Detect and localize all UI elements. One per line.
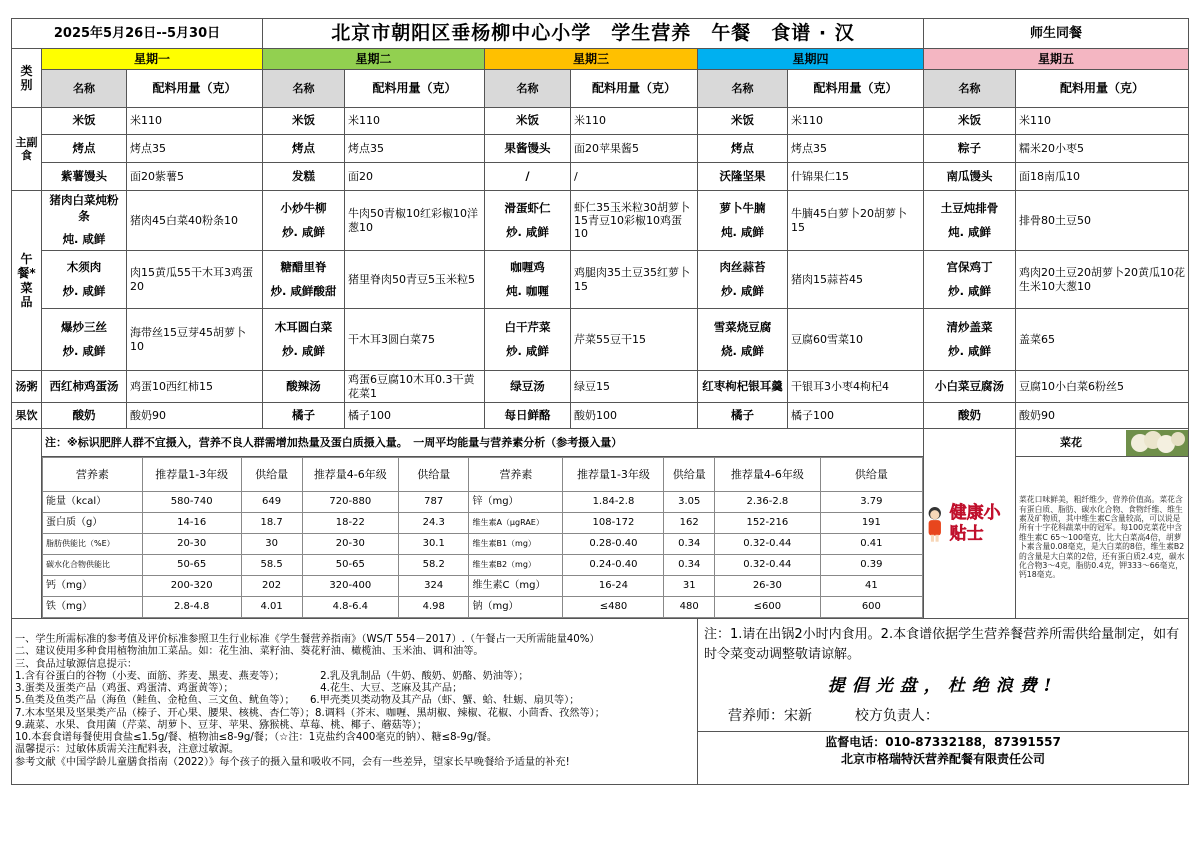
tip-line: 7.木本坚果及坚果类产品（榛子、开心果、腰果、核桃、杏仁等）；8.调料（芥末、咖喱、黑胡椒、辣椒、花椒、小茴香、孜然等）； [15,707,605,719]
dish-ingredients: 干银耳3小枣4枸杞4 [788,371,924,403]
col-ingredient-label: 配料用量（克） [1016,70,1189,108]
nutrient-value: 320-400 [302,576,398,597]
nutrition-table [42,457,923,618]
tip-line: 10.本套食谱每餐使用食盐≤1.5g/餐、植物油≤8-9g/餐；（☆注：1克盐约含400毫克的钠）、糖≤8-9g/餐。 [15,732,498,744]
nutrient-value: 41 [820,576,922,597]
dish-name: 南瓜馒头 [924,163,1016,191]
girl-icon [924,500,946,548]
dish-ingredients: 米110 [788,108,924,135]
dish-ingredients: 猪肉15蒜苔45 [788,251,924,309]
dish-name: 萝卜牛腩 [719,200,766,215]
dish-cell [485,191,571,251]
cooking-method: 炖. 咖喱 [506,283,549,298]
nutrient-name: 钠（mg） [469,597,563,618]
nutrient-header: 营养素 [43,458,143,492]
dish-cell [698,251,788,309]
day-wednesday: 星期三 [485,49,698,70]
dining-label: 师生同餐 [924,19,1189,49]
dish-cell [42,251,127,309]
health-tip-badge-cell [924,429,1016,619]
nutrient-name: 脂肪供能比（%E） [43,534,143,555]
section-dishes [12,191,42,371]
dish-ingredients: 猪里脊肉50青豆5玉米粒5 [345,251,485,309]
dish-name: 果酱馒头 [485,135,571,163]
dish-name: 烤点 [263,135,345,163]
dish-name: 糖醋里脊 [280,259,327,274]
tip-line: 一、学生所需标准的参考值及评价标准参照卫生行业标准《学生餐营养指南》（WS/T 554－2017）.（午餐占一天所需能量40%） [15,634,600,646]
dish-ingredients: 糯米20小枣5 [1016,135,1189,163]
cooking-method: 炒. 咸鲜 [282,224,325,239]
dish-name: 每日鲜酪 [485,403,571,429]
school-lead: 校方负责人： [854,708,939,725]
nutrient-value: 108-172 [563,513,664,534]
signature-line [698,702,1188,731]
section-staple [12,108,42,191]
dish-name: 酸奶 [924,403,1016,429]
nutrient-value: 580-740 [142,492,241,513]
nutrient-value: 14-16 [142,513,241,534]
dish-name: 土豆炖排骨 [940,200,999,215]
col-ingredient-label: 配料用量（克） [127,70,263,108]
nutrition-note: 注：※标识肥胖人群不宜摄入，营养不良人群需增加热量及蛋白质摄入量。 一周平均能量与营养素分析（参考摄入量） [42,429,924,457]
blank-cell [12,429,42,619]
dish-name: 红枣枸杞银耳羹 [698,371,788,403]
nutrition-row [43,555,923,576]
dish-ingredients: 牛腩45白萝卜20胡萝卜15 [788,191,924,251]
menu-sheet [11,18,1188,810]
dish-name: 沃隆坚果 [698,163,788,191]
dish-ingredients: 橘子100 [345,403,485,429]
dish-name: 滑蛋虾仁 [504,200,551,215]
header-row [12,19,1189,49]
nutrient-value: 0.24-0.40 [563,555,664,576]
recommend-header: 推荐量1-3年级 [142,458,241,492]
health-tip-badge [924,500,1015,548]
dish-name: 烤点 [698,135,788,163]
nutrient-value: 3.05 [664,492,715,513]
nutrient-value: 2.36-2.8 [714,492,820,513]
nutrition-body [43,492,923,618]
dish-name: 绿豆汤 [485,371,571,403]
dish-name: 米饭 [698,108,788,135]
cauliflower-image [1126,430,1188,456]
nutrient-value: 600 [820,597,922,618]
dish-name: 橘子 [263,403,345,429]
dish-name: 酸辣汤 [263,371,345,403]
tip-line: 5.鱼类及鱼类产品（海鱼（鲑鱼、金枪鱼、三文鱼、鱿鱼等）； 6.甲壳类贝类动物及其产品（虾、蟹、蛤、牡蛎、扇贝等）； [15,695,580,707]
dish-name: 米饭 [924,108,1016,135]
nutrient-value: 20-30 [142,534,241,555]
dish-ingredients: 肉15黄瓜55干木耳3鸡蛋20 [127,251,263,309]
dish-ingredients: 鸡腿肉35土豆35红萝卜15 [571,251,698,309]
dish-cell [924,191,1016,251]
staple-row [12,135,1189,163]
supply-header: 供给量 [664,458,715,492]
notes-cell [698,619,1189,785]
dish-name: 木耳圆白菜 [274,319,333,334]
nutrient-value: 0.32-0.44 [714,534,820,555]
dish-name: 肉丝蒜苔 [719,259,766,274]
dish-name: 米饭 [42,108,127,135]
nutrient-value: 191 [820,513,922,534]
dish-ingredients: 豆腐10小白菜6粉丝5 [1016,371,1189,403]
nutrient-value: 4.8-6.4 [302,597,398,618]
dish-name: 清炒盖菜 [946,319,993,334]
dish-ingredients: 米110 [571,108,698,135]
nutrient-value: 58.5 [241,555,302,576]
staple-row [12,163,1189,191]
nutrient-value: 720-880 [302,492,398,513]
nutrient-name: 维生素C（mg） [469,576,563,597]
dish-ingredients: 面18南瓜10 [1016,163,1189,191]
col-name-label: 名称 [924,70,1016,108]
dish-cell [42,191,127,251]
dish-row [12,191,1189,251]
recommend-header: 推荐量1-3年级 [563,458,664,492]
dish-name: 猪肉白菜炖粉条 [49,193,119,223]
dish-ingredients: 猪肉45白菜40粉条10 [127,191,263,251]
tip-line: 二、建议使用多种食用植物油加工菜品。如：花生油、菜籽油、葵花籽油、橄榄油、玉米油、调和油等。 [15,646,484,658]
nutrient-value: 1.84-2.8 [563,492,664,513]
dish-ingredients: / [571,163,698,191]
section-label: 午餐*菜品 [17,251,36,309]
nutrient-value: 31 [664,576,715,597]
dish-cell [924,251,1016,309]
nutrient-value: 0.39 [820,555,922,576]
section-fruit: 果饮 [12,403,42,429]
dish-name: 小炒牛柳 [280,200,327,215]
nutrient-value: 787 [398,492,468,513]
tip-line: 三、食品过敏源信息提示： [15,658,138,670]
nutrient-value: 4.98 [398,597,468,618]
cooking-method: 炒. 咸鲜 [506,224,549,239]
health-tip-topic-cell [1016,429,1189,457]
nutrition-note-row [12,429,1189,457]
dish-name: 酸奶 [42,403,127,429]
nutrient-value: 3.79 [820,492,922,513]
nutrient-value: 20-30 [302,534,398,555]
dish-ingredients: 米110 [345,108,485,135]
nutrition-row [43,513,923,534]
nutrient-name: 钙（mg） [43,576,143,597]
recommend-header: 推荐量4-6年级 [714,458,820,492]
nutrient-value: 30 [241,534,302,555]
nutrition-row [43,492,923,513]
section-soup: 汤粥 [12,371,42,403]
nutrition-row [43,576,923,597]
nutrition-row [43,597,923,618]
column-label-row [12,70,1189,108]
dish-name: 咖喱鸡 [510,259,545,274]
cooking-method: 烧. 咸鲜 [721,343,764,358]
contact-block [698,731,1188,768]
tip-line: 参考文献《中国学龄儿童膳食指南（2022）》每个孩子的摄入量和吸收不同，会有一些差异，望家长早晚餐给予适量的补充! [15,756,570,768]
nutrient-value: 200-320 [142,576,241,597]
category-header: 类别 [12,49,42,108]
dish-ingredients: 什锦果仁15 [788,163,924,191]
nutrition-header-row [43,458,923,492]
nutrient-header: 营养素 [469,458,563,492]
day-friday: 星期五 [924,49,1189,70]
cooking-method: 炖. 咸鲜 [62,232,106,247]
dish-row [12,251,1189,309]
dietitian: 营养师：宋新 [728,708,812,725]
menu-table [11,18,1189,785]
dish-name: / [485,163,571,191]
nutrient-value: 324 [398,576,468,597]
date-range: 2025年5月26日--5月30日 [12,19,263,49]
cooking-method: 炒. 咸鲜 [948,343,991,358]
dish-ingredients: 干木耳3圆白菜75 [345,309,485,371]
dish-name: 白干芹菜 [504,319,551,334]
nutrient-value: 0.34 [664,534,715,555]
cooking-method: 炒. 咸鲜 [62,283,106,298]
nutrient-value: 480 [664,597,715,618]
dish-name: 发糕 [263,163,345,191]
dish-cell [485,251,571,309]
nutrient-value: 24.3 [398,513,468,534]
nutrient-value: 50-65 [142,555,241,576]
dish-cell [42,309,127,371]
dish-name: 西红柿鸡蛋汤 [42,371,127,403]
dish-name: 雪菜烧豆腐 [713,319,772,334]
dish-name: 紫薯馒头 [42,163,127,191]
soup-row [12,371,1189,403]
staple-row [12,108,1189,135]
cooking-method: 炒. 咸鲜 [282,343,325,358]
dish-name: 木须肉 [66,259,102,274]
dish-ingredients: 米110 [127,108,263,135]
tip-line: 3.蛋类及蛋类产品（鸡蛋、鸡蛋清、鸡蛋黄等）； 4.花生、大豆、芝麻及其产品； [15,683,463,695]
supply-header: 供给量 [241,458,302,492]
dish-ingredients: 面20 [345,163,485,191]
dish-cell [924,309,1016,371]
dish-ingredients: 绿豆15 [571,371,698,403]
dish-ingredients: 海带丝15豆芽45胡萝卜10 [127,309,263,371]
cooking-method: 炖. 咸鲜 [721,224,764,239]
nutrient-value: 18-22 [302,513,398,534]
dish-cell [263,309,345,371]
dish-ingredients: 酸奶90 [127,403,263,429]
tip-line: 9.蔬菜、水果、食用菌（芹菜、胡萝卜、豆芽、苹果、猕猴桃、草莓、桃、椰子、蘑菇等）； [15,719,428,731]
nutrient-name: 铁（mg） [43,597,143,618]
nutrient-name: 维生素B1（mg） [469,534,563,555]
hotline: 监督电话：010-87332188，87391557 [825,735,1061,750]
notice-text: 注：1.请在出锅2小时内食用。2.本食谱依据学生营养餐营养所需供给量制定，如有时令菜变动调整敬请谅解。 [704,627,1180,662]
day-tuesday: 星期二 [263,49,485,70]
dish-ingredients: 排骨80土豆50 [1016,191,1189,251]
cooking-method: 炒. 咸鲜 [506,343,549,358]
nutrient-value: 58.2 [398,555,468,576]
dish-ingredients: 橘子100 [788,403,924,429]
nutrient-value: ≤600 [714,597,820,618]
nutrient-name: 蛋白质（g） [43,513,143,534]
dish-ingredients: 鸡蛋10西红柿15 [127,371,263,403]
dish-ingredients: 米110 [1016,108,1189,135]
dish-ingredients: 酸奶100 [571,403,698,429]
cooking-method: 炒. 咸鲜 [62,343,106,358]
health-tip-title: 健康小贴士 [949,503,1001,544]
nutrient-name: 维生素A（μgRAE） [469,513,563,534]
nutrient-value: 162 [664,513,715,534]
supply-header: 供给量 [820,458,922,492]
tips-cell [12,619,698,785]
dish-ingredients: 鸡蛋6豆腐10木耳0.3干黄花菜1 [345,371,485,403]
dish-name: 爆炒三丝 [61,319,107,334]
nutrient-value: 18.7 [241,513,302,534]
dish-ingredients: 虾仁35玉米粒30胡萝卜15青豆10彩椒10鸡蛋10 [571,191,698,251]
supply-header: 供给量 [398,458,468,492]
dish-ingredients: 鸡肉20土豆20胡萝卜20黄瓜10花生米10大葱10 [1016,251,1189,309]
dish-name: 橘子 [698,403,788,429]
fruit-row [12,403,1189,429]
dish-cell [263,251,345,309]
company-name: 北京市格瑞特沃营养配餐有限责任公司 [841,751,1046,766]
dish-ingredients: 酸奶90 [1016,403,1189,429]
nutrient-value: 0.28-0.40 [563,534,664,555]
nutrient-value: 2.8-4.8 [142,597,241,618]
slogan: 提倡光盘，杜绝浪费! [827,676,1059,696]
nutrient-value: 649 [241,492,302,513]
nutrition-row [43,534,923,555]
nutrient-name: 锌（mg） [469,492,563,513]
cooking-method: 炒. 咸鲜 [948,283,991,298]
dish-name: 米饭 [263,108,345,135]
bottom-row [12,619,1189,785]
dish-cell [698,191,788,251]
tip-line: 1.含有谷蛋白的谷物（小麦、面筋、荞麦、黑麦、燕麦等）； 2.乳及乳制品（牛奶、酸奶、奶酪、奶油等）； [15,670,529,682]
tips-list [15,634,694,769]
dish-ingredients: 盖菜65 [1016,309,1189,371]
col-name-label: 名称 [42,70,127,108]
cooking-method: 炖. 咸鲜 [948,224,991,239]
recommend-header: 推荐量4-6年级 [302,458,398,492]
cooking-method: 炒. 咸鲜酸甜 [270,283,337,298]
cooking-method: 炒. 咸鲜 [721,283,764,298]
day-row [12,49,1189,70]
col-ingredient-label: 配料用量（克） [571,70,698,108]
tip-line: 温馨提示：过敏体质需关注配料表，注意过敏源。 [15,744,240,756]
nutrient-value: 202 [241,576,302,597]
dish-row [12,309,1189,371]
dish-ingredients: 豆腐60雪菜10 [788,309,924,371]
page-title: 北京市朝阳区垂杨柳中心小学 学生营养 午餐 食谱 · 汉 [263,19,924,49]
nutrient-value: 4.01 [241,597,302,618]
dish-ingredients: 芹菜55豆干15 [571,309,698,371]
dish-name: 宫保鸡丁 [946,259,993,274]
dish-name: 米饭 [485,108,571,135]
dish-cell [263,191,345,251]
dish-ingredients: 烤点35 [345,135,485,163]
nutrient-value: 16-24 [563,576,664,597]
nutrient-value: ≤480 [563,597,664,618]
day-thursday: 星期四 [698,49,924,70]
dish-ingredients: 面20苹果酱5 [571,135,698,163]
col-ingredient-label: 配料用量（克） [345,70,485,108]
col-name-label: 名称 [263,70,345,108]
nutrient-value: 0.34 [664,555,715,576]
dish-ingredients: 面20紫薯5 [127,163,263,191]
day-monday: 星期一 [42,49,263,70]
nutrition-cell [42,457,924,619]
health-tip-text: 菜花口味鲜美，粗纤维少，营养价值高。菜花含有蛋白质、脂肪、碳水化合物、食物纤维、维生素及矿物质，其中维生素C含量较高，可以说是所有十字花科蔬菜中的冠军。每100克菜花中含维生素C 65～100毫克，比大白菜高4倍，胡萝卜素含量0.08毫克，是大白菜的8倍，维生素B2的含量是大白菜的2倍，还有蛋白质2.4克，碳水化合物3～4克，脂肪0.4克，钾333～66毫克，钙18毫克。 [1016,457,1189,619]
dish-cell [485,309,571,371]
dish-name: 小白菜豆腐汤 [924,371,1016,403]
dish-name: 粽子 [924,135,1016,163]
dish-ingredients: 烤点35 [788,135,924,163]
dish-name: 烤点 [42,135,127,163]
nutrient-value: 152-216 [714,513,820,534]
nutrient-value: 30.1 [398,534,468,555]
nutrient-name: 能量（kcal） [43,492,143,513]
nutrient-value: 0.32-0.44 [714,555,820,576]
dish-ingredients: 烤点35 [127,135,263,163]
health-tip-topic: 菜花 [1060,435,1083,449]
dish-cell [698,309,788,371]
nutrient-name: 碳水化合物供能比 [43,555,143,576]
section-label: 主副食 [15,135,38,162]
col-name-label: 名称 [698,70,788,108]
col-name-label: 名称 [485,70,571,108]
nutrient-value: 0.41 [820,534,922,555]
nutrient-name: 维生素B2（mg） [469,555,563,576]
nutrient-value: 26-30 [714,576,820,597]
nutrient-value: 50-65 [302,555,398,576]
col-ingredient-label: 配料用量（克） [788,70,924,108]
dish-ingredients: 牛肉50青椒10红彩椒10洋葱10 [345,191,485,251]
